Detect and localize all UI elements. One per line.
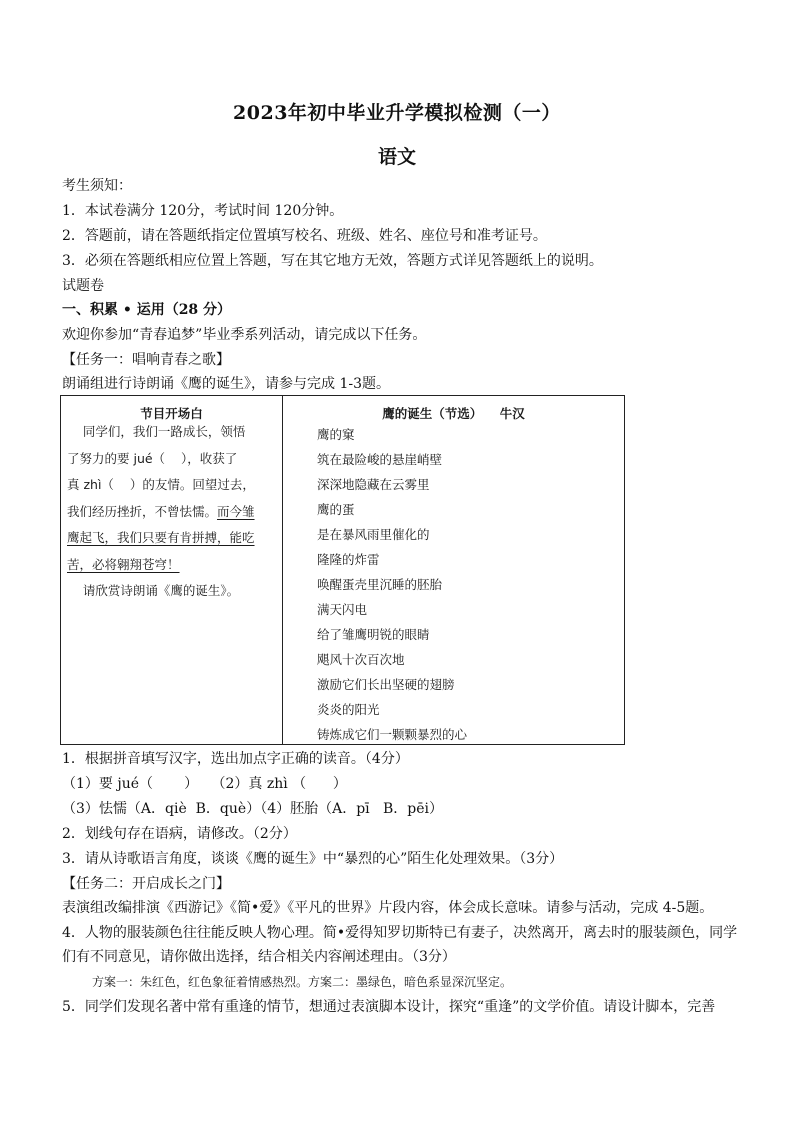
poem-line: 唤醒蛋壳里沉睡的胚胎: [317, 577, 443, 592]
question-1: 1．根据拼音填写汉字，选出加点字正确的读音。（4分）: [62, 751, 409, 767]
poem-line: 飓风十次百次地: [317, 652, 405, 667]
section-heading-1: 一、积累 • 运用（28 分）: [62, 302, 232, 318]
poem-line: 隆隆的炸雷: [317, 552, 380, 567]
opening-speech-heading: 节目开场白: [140, 406, 203, 421]
speech-line: 了努力的要 jué（ ），收获了: [67, 450, 238, 466]
task1-heading: 【任务一：唱响青春之歌】: [62, 352, 230, 368]
poem-line: 鹰的蛋: [317, 502, 355, 517]
speech-closing: 请欣赏诗朗诵《鹰的诞生》。: [67, 583, 240, 598]
poem-line: 筑在最险峻的悬崖峭壁: [317, 452, 443, 467]
question-4-options: 方案一：朱红色，红色象征着情感热烈。方案二：墨绿色，暗色系显深沉坚定。: [92, 975, 513, 989]
question-1-part-b: （3）怯懦（A．qiè B．què）（4）胚胎（A．pī B．pēi）: [62, 801, 444, 817]
task2-description: 表演组改编排演《西游记》《简•爱》《平凡的世界》片段内容，体会成长意味。请参与活动，完成 4-5题。: [62, 900, 714, 916]
poem-line: 深深地隐藏在云雾里: [317, 477, 430, 492]
underlined-sentence: 鹰起飞，我们只要有肯拼搏，能吃: [67, 530, 255, 545]
task2-heading: 【任务二：开启成长之门】: [62, 876, 230, 892]
poem-cell: [283, 396, 624, 744]
question-1-part-a: （1）要 jué（ ） （2）真 zhì （ ）: [62, 776, 347, 792]
underlined-sentence: 而今雏: [217, 503, 255, 519]
opening-speech-cell: [61, 396, 282, 744]
opening-speech-text: [67, 419, 277, 605]
question-2: 2．划线句存在语病，请修改。（2分）: [62, 826, 297, 842]
notice-item-1: 1．本试卷满分 120分，考试时间 120分钟。: [62, 203, 344, 219]
question-4-line-1: 4．人物的服装颜色往往能反映人物心理。简•爱得知罗切斯特已有妻子，决然离开，离去时的服装颜色，同学: [62, 925, 738, 941]
speech-line: 真 zhì（ ）的友情。回望过去，: [67, 477, 255, 492]
subject-title: 语文: [377, 146, 416, 168]
poem-line: 是在暴风雨里催化的: [317, 527, 430, 542]
underlined-sentence: 苦，必将翱翔苍穹！: [67, 556, 180, 572]
poem-line: 给了雏鹰明锐的眼睛: [317, 627, 430, 642]
exam-title: 2023年初中毕业升学模拟检测（一）: [233, 102, 561, 124]
poem-lines: [317, 422, 467, 747]
paper-label: 试题卷: [62, 278, 104, 294]
poem-line: 满天闪电: [317, 602, 368, 617]
poem-line: 激励它们长出坚硬的翅膀: [317, 677, 455, 692]
poem-line: 铸炼成它们一颗颗暴烈的心: [317, 727, 468, 742]
notice-item-3: 3．必须在答题纸相应位置上答题，写在其它地方无效，答题方式详见答题纸上的说明。: [62, 253, 603, 269]
poem-heading: 鹰的诞生（节选） 牛汉: [382, 406, 525, 421]
poem-table: [60, 395, 625, 745]
notice-header: 考生须知：: [62, 178, 132, 194]
question-5: 5．同学们发现名著中常有重逢的情节，想通过表演脚本设计，探究“重逢”的文学价值。请设计脚本，完善: [62, 999, 716, 1015]
speech-line: 同学们，我们一路成长，领悟: [67, 424, 246, 439]
speech-line: 我们经历挫折，不曾怯懦。: [67, 503, 218, 519]
poem-line: 炎炎的阳光: [317, 702, 380, 717]
task1-description: 朗诵组进行诗朗诵《鹰的诞生》，请参与完成 1-3题。: [62, 376, 390, 392]
question-3: 3．请从诗歌语言角度，谈谈《鹰的诞生》中“暴烈的心”陌生化处理效果。（3分）: [62, 851, 564, 867]
question-4-line-2: 们有不同意见，请你做出选择，结合相关内容阐述理由。（3分）: [62, 949, 456, 965]
poem-line: 鹰的窠: [317, 427, 355, 442]
intro-text: 欢迎你参加“青春追梦”毕业季系列活动，请完成以下任务。: [62, 327, 427, 343]
notice-item-2: 2．答题前，请在答题纸指定位置填写校名、班级、姓名、座位号和准考证号。: [62, 228, 547, 244]
